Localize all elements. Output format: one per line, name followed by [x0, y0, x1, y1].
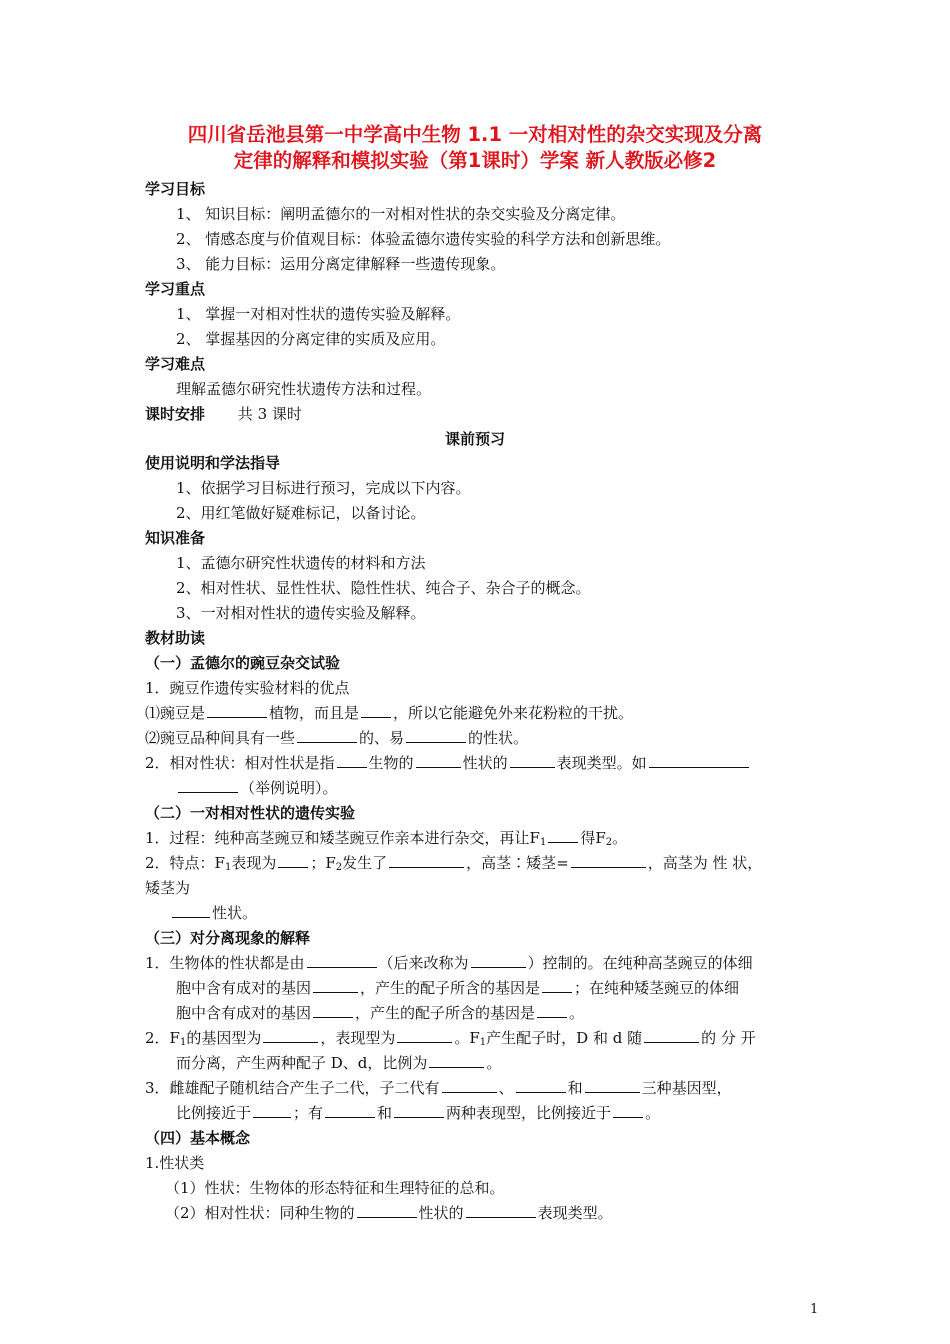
section-3-line: [176, 977, 739, 999]
text-span: ，高茎∶矮茎=: [466, 854, 569, 872]
section-3-line: [145, 952, 753, 974]
section-3-line: [176, 1052, 501, 1074]
fill-blank[interactable]: [278, 853, 308, 868]
fill-blank[interactable]: [337, 753, 367, 768]
section-1-line: [145, 752, 751, 774]
subscript: 2: [605, 837, 613, 848]
fill-blank[interactable]: [442, 1078, 497, 1093]
fill-blank[interactable]: [416, 753, 461, 768]
text-span: 和: [377, 1104, 393, 1122]
section-2-line: [145, 827, 627, 854]
fill-blank[interactable]: [172, 903, 210, 918]
objective-item: 1、 知识目标：阐明孟德尔的一对相对性状的杂交实验及分离定律。: [176, 205, 626, 223]
knowledge-item: 1、孟德尔研究性状遗传的材料和方法: [176, 554, 426, 572]
fill-blank[interactable]: [313, 1003, 353, 1018]
text-span: 表现为: [231, 854, 277, 872]
text-span: 三种基因型，: [641, 1079, 732, 1097]
section-2-line: 矮茎为: [145, 879, 191, 897]
document-title: [110, 122, 840, 174]
section-4-line: （1）性状：生物体的形态特征和生理特征的总和。: [165, 1179, 505, 1197]
subscript: 1: [224, 862, 232, 873]
section-4-line: 1.性状类: [145, 1154, 205, 1172]
text-span: 比例接近于: [176, 1104, 252, 1122]
text-span: （后来改称为: [378, 954, 469, 972]
section-2-heading: （二）一对相对性状的遗传实验: [145, 804, 356, 822]
fill-blank[interactable]: [537, 1003, 567, 1018]
text-span: 。: [612, 829, 628, 847]
instruction-item: 2、用红笔做好疑难标记，以备讨论。: [176, 504, 426, 522]
knowledge-heading: 知识准备: [145, 529, 206, 547]
fill-blank[interactable]: [548, 828, 578, 843]
instruction-item: 1、依据学习目标进行预习，完成以下内容。: [176, 479, 471, 497]
text-span: 。: [486, 1054, 502, 1072]
text-span: 3．雌雄配子随机结合产生子二代，子二代有: [145, 1079, 440, 1097]
text-span: 生物的: [368, 754, 414, 772]
reading-heading: 教材助读: [145, 629, 206, 647]
text-span: 得F: [580, 829, 606, 847]
text-span: 表现类型。如: [556, 754, 647, 772]
subscript: 1: [179, 1037, 187, 1048]
text-span: ）控制的。在纯种高茎豌豆的体细: [527, 954, 753, 972]
text-span: 的、易: [359, 729, 405, 747]
text-span: 而分离，产生两种配子 D、d，比例为: [176, 1054, 428, 1072]
title-line-2: 定律的解释和模拟实验（第1课时）学案 新人教版必修2: [233, 149, 717, 172]
text-span: 。F: [454, 1029, 480, 1047]
objective-item: 3、 能力目标：运用分离定律解释一些遗传现象。: [176, 255, 506, 273]
fill-blank[interactable]: [397, 1028, 452, 1043]
preview-title: 课前预习: [444, 430, 505, 448]
subscript: 1: [539, 837, 547, 848]
fill-blank[interactable]: [585, 1078, 640, 1093]
section-3-line: [176, 1002, 584, 1024]
text-span: 1．过程：纯种高茎豌豆和矮茎豌豆作亲本进行杂交，再让F: [145, 829, 540, 847]
schedule-text: 共 3 课时: [237, 405, 302, 423]
text-span: 。: [645, 1104, 661, 1122]
text-span: ，产生的配子所含的基因是: [355, 1004, 536, 1022]
fill-blank[interactable]: [394, 1103, 444, 1118]
fill-blank[interactable]: [325, 1103, 375, 1118]
fill-blank[interactable]: [406, 728, 466, 743]
section-3-line: [145, 1077, 732, 1099]
text-span: （举例说明）。: [240, 779, 338, 797]
text-span: 2．相对性状：相对性状是指: [145, 754, 335, 772]
text-span: 性状的: [462, 754, 508, 772]
objectives-heading: 学习目标: [145, 180, 206, 198]
text-span: ，所以它能避免外来花粉粒的干扰。: [393, 704, 634, 722]
text-span: 。: [569, 1004, 585, 1022]
text-span: 植物，而且是: [269, 704, 360, 722]
text-span: ，表现型为: [320, 1029, 396, 1047]
text-span: 1．生物体的性状都是由: [145, 954, 305, 972]
text-span: 发生了: [342, 854, 388, 872]
fill-blank[interactable]: [357, 1203, 417, 1218]
section-2-line: [170, 902, 257, 924]
title-line-1: 四川省岳池县第一中学高中生物 1.1 一对相对性的杂交实现及分离: [187, 123, 763, 146]
fill-blank[interactable]: [644, 1028, 699, 1043]
text-span: 和: [567, 1079, 583, 1097]
text-span: 两种表现型，比例接近于: [446, 1104, 612, 1122]
page-number: 1: [810, 1302, 819, 1317]
fill-blank[interactable]: [361, 703, 391, 718]
section-3-line: [145, 1027, 756, 1054]
section-2-line: [145, 852, 762, 879]
section-1-line: 1．豌豆作遗传实验材料的优点: [145, 679, 350, 697]
section-1-line: [176, 777, 338, 799]
text-span: 表现类型。: [537, 1204, 613, 1222]
key-point-item: 1、 掌握一对相对性状的遗传实验及解释。: [176, 305, 461, 323]
section-1-line: [145, 727, 528, 749]
fill-blank[interactable]: [389, 853, 464, 868]
text-span: 胞中含有成对的基因: [176, 979, 312, 997]
text-span: 的 分 开: [701, 1029, 756, 1047]
key-points-heading: 学习重点: [145, 280, 206, 298]
schedule-heading: 课时安排: [145, 405, 206, 423]
fill-blank[interactable]: [516, 1078, 566, 1093]
text-span: 的基因型为: [186, 1029, 262, 1047]
section-1-line: [145, 702, 633, 724]
text-span: ，产生的配子所含的基因是: [360, 979, 541, 997]
text-span: ；在纯种矮茎豌豆的体细: [574, 979, 740, 997]
fill-blank[interactable]: [571, 853, 646, 868]
text-span: ，高茎为 性 状，: [647, 854, 763, 872]
fill-blank[interactable]: [466, 1203, 536, 1218]
section-3-line: [176, 1102, 660, 1124]
text-span: 性状的: [418, 1204, 464, 1222]
knowledge-item: 3、一对相对性状的遗传实验及解释。: [176, 604, 426, 622]
text-span: 2．特点：F: [145, 854, 225, 872]
text-span: ；有: [293, 1104, 324, 1122]
fill-blank[interactable]: [307, 953, 377, 968]
difficulty-heading: 学习难点: [145, 355, 206, 373]
fill-blank[interactable]: [178, 778, 238, 793]
fill-blank[interactable]: [263, 1028, 318, 1043]
text-span: ⑵豌豆品种间具有一些: [145, 729, 296, 747]
text-span: 2．F: [145, 1029, 180, 1047]
difficulty-text: 理解孟德尔研究性状遗传方法和过程。: [176, 380, 432, 398]
subscript: 2: [335, 862, 343, 873]
fill-blank[interactable]: [429, 1053, 484, 1068]
section-4-heading: （四）基本概念: [145, 1129, 251, 1147]
fill-blank[interactable]: [471, 953, 526, 968]
instructions-heading: 使用说明和学法指导: [145, 454, 281, 472]
text-span: 胞中含有成对的基因: [176, 1004, 312, 1022]
key-point-item: 2、 掌握基因的分离定律的实质及应用。: [176, 330, 446, 348]
text-span: 产生配子时，D 和 d 随: [486, 1029, 643, 1047]
section-4-line: [165, 1202, 613, 1224]
fill-blank[interactable]: [253, 1103, 291, 1118]
text-span: （2）相对性状：同种生物的: [165, 1204, 355, 1222]
subscript: 1: [479, 1037, 487, 1048]
fill-blank[interactable]: [207, 703, 267, 718]
fill-blank[interactable]: [297, 728, 357, 743]
fill-blank[interactable]: [542, 978, 572, 993]
text-span: ；F: [310, 854, 336, 872]
objective-item: 2、 情感态度与价值观目标：体验孟德尔遗传实验的科学方法和创新思维。: [176, 230, 671, 248]
text-span: ⑴豌豆是: [145, 704, 206, 722]
fill-blank[interactable]: [613, 1103, 643, 1118]
fill-blank[interactable]: [313, 978, 358, 993]
text-span: 性状。: [212, 904, 258, 922]
fill-blank[interactable]: [649, 753, 749, 768]
section-1-heading: （一）孟德尔的豌豆杂交试验: [145, 654, 341, 672]
section-3-heading: （三）对分离现象的解释: [145, 929, 311, 947]
text-span: 的性状。: [468, 729, 529, 747]
knowledge-item: 2、相对性状、显性性状、隐性性状、纯合子、杂合子的概念。: [176, 579, 591, 597]
text-span: 、: [498, 1079, 514, 1097]
fill-blank[interactable]: [510, 753, 555, 768]
schedule-row: [145, 403, 302, 425]
